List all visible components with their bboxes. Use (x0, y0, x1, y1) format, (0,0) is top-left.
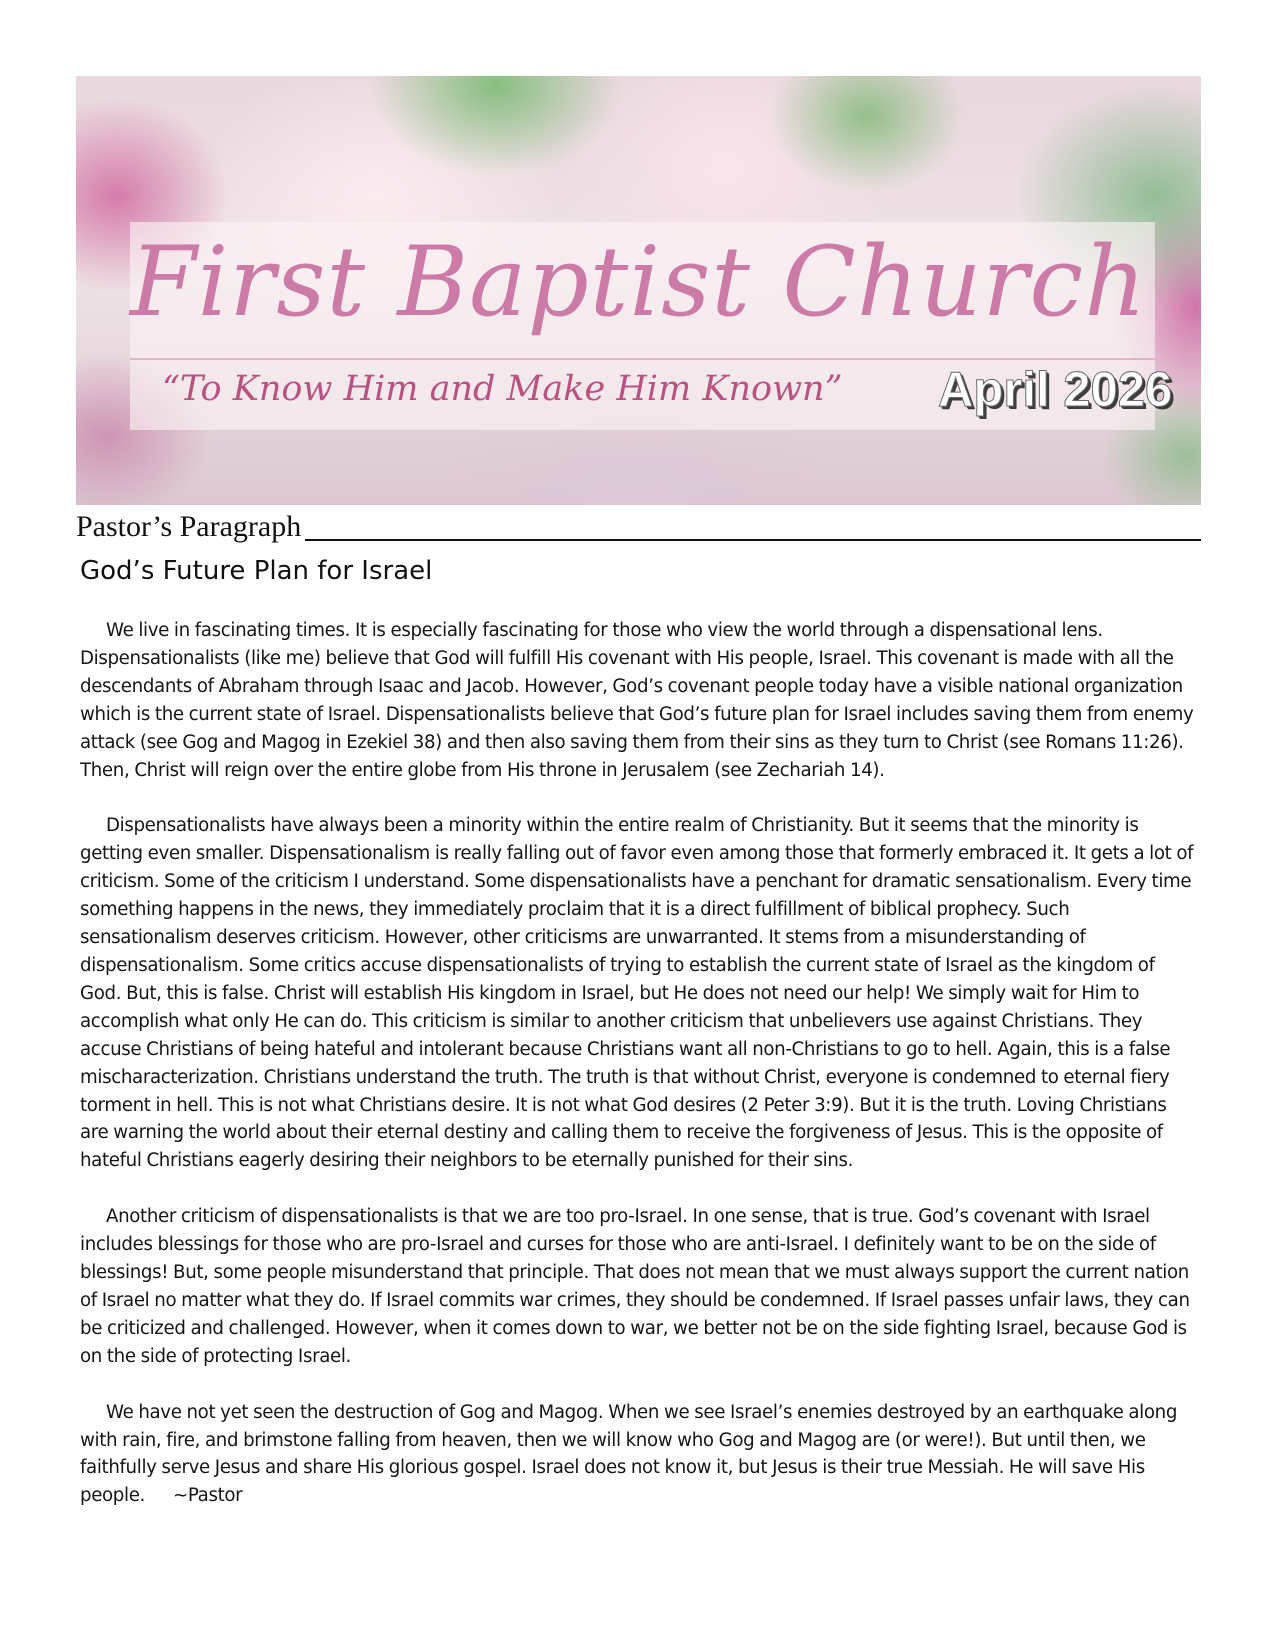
article-paragraph (80, 1203, 1198, 1370)
banner-divider (130, 358, 1155, 360)
section-heading (76, 510, 1201, 544)
paragraph-text: Dispensationalists have always been a minority within the entire realm of Christianity. But it seems that the minority is getting even smaller. Dispensationalism is really falling out of favor even among those that formerly embraced it. It gets a lot of criticism. Some of the criticism I understand. Some dispensationalists have a penchant for dramatic sensationalism. Every time something happens in the news, they immediately proclaim that it is a direct fulfillment of biblical prophecy. Such sensationalism deserves criticism. However, other criticisms are unwarranted. It stems from a misunderstanding of dispensationalism. Some critics accuse dispensationalists of trying to establish the current state of Israel as the kingdom of God. But, this is false. Christ will establish His kingdom in Israel, but He does not need our help! We simply wait for Him to accomplish what only He can do. This criticism is similar to another criticism that unbelievers use against Christians. They accuse Christians of being hateful and intolerant because Christians want all non-Christians to go to hell. Again, this is a false mischaracterization. Christians understand the truth. The truth is that without Christ, everyone is condemned to eternal fiery torment in hell. This is not what Christians desire. It is not what God desires (2 Peter 3:9). But it is the truth. Loving Christians are warning the world about their eternal destiny and calling them to receive the forgiveness of Jesus. This is the opposite of hateful Christians eagerly desiring their neighbors to be eternally punished for their sins. (80, 815, 1194, 1172)
article-body (80, 617, 1198, 1538)
section-title: Pastor’s Paragraph (76, 510, 302, 543)
issue-date: April 2026 (938, 363, 1173, 417)
paragraph-text: Another criticism of dispensationalists is that we are too pro-Israel. In one sense, that is true. God’s covenant with Israel includes blessings for those who are pro-Israel and curses for those who are anti-Israel. I definitely want to be on the side of blessings! But, some people misunderstand that principle. That does not mean that we must always support the current nation of Israel no matter what they do. If Israel commits war crimes, they should be condemned. If Israel passes unfair laws, they can be criticized and challenged. However, when it comes down to war, we better not be on the side fighting Israel, because God is on the side of protecting Israel. (80, 1206, 1190, 1367)
church-motto: “To Know Him and Make Him Known” (162, 369, 843, 409)
article-title: God’s Future Plan for Israel (80, 556, 433, 586)
article-paragraph (80, 1399, 1198, 1511)
article-paragraph (80, 812, 1198, 1175)
pastor-signature: ~Pastor (172, 1485, 243, 1507)
church-name: First Baptist Church (129, 226, 1148, 338)
newsletter-banner (76, 76, 1201, 505)
paragraph-text: We live in fascinating times. It is especially fascinating for those who view the world through a dispensational lens. Dispensationalists (like me) believe that God will fulfill His covenant with His people, Israel. This covenant is made with all the descendants of Abraham through Isaac and Jacob. However, God’s covenant people today have a visible national organization which is the current state of Israel. Dispensationalists believe that God’s future plan for Israel includes saving them from enemy attack (see Gog and Magog in Ezekiel 38) and then also saving them from their sins as they turn to Christ (see Romans 11:26). Then, Christ will reign over the entire globe from His throne in Jerusalem (see Zechariah 14). (80, 620, 1194, 781)
paragraph-text: We have not yet seen the destruction of Gog and Magog. When we see Israel’s enemies destroyed by an earthquake along with rain, fire, and brimstone falling from heaven, then we will know who Gog and Magog are (or were!). But until then, we faithfully serve Jesus and share His glorious gospel. Israel does not know it, but Jesus is their true Messiah. He will save His people. (80, 1401, 1178, 1507)
section-underline (305, 539, 1201, 541)
article-paragraph (80, 617, 1198, 784)
